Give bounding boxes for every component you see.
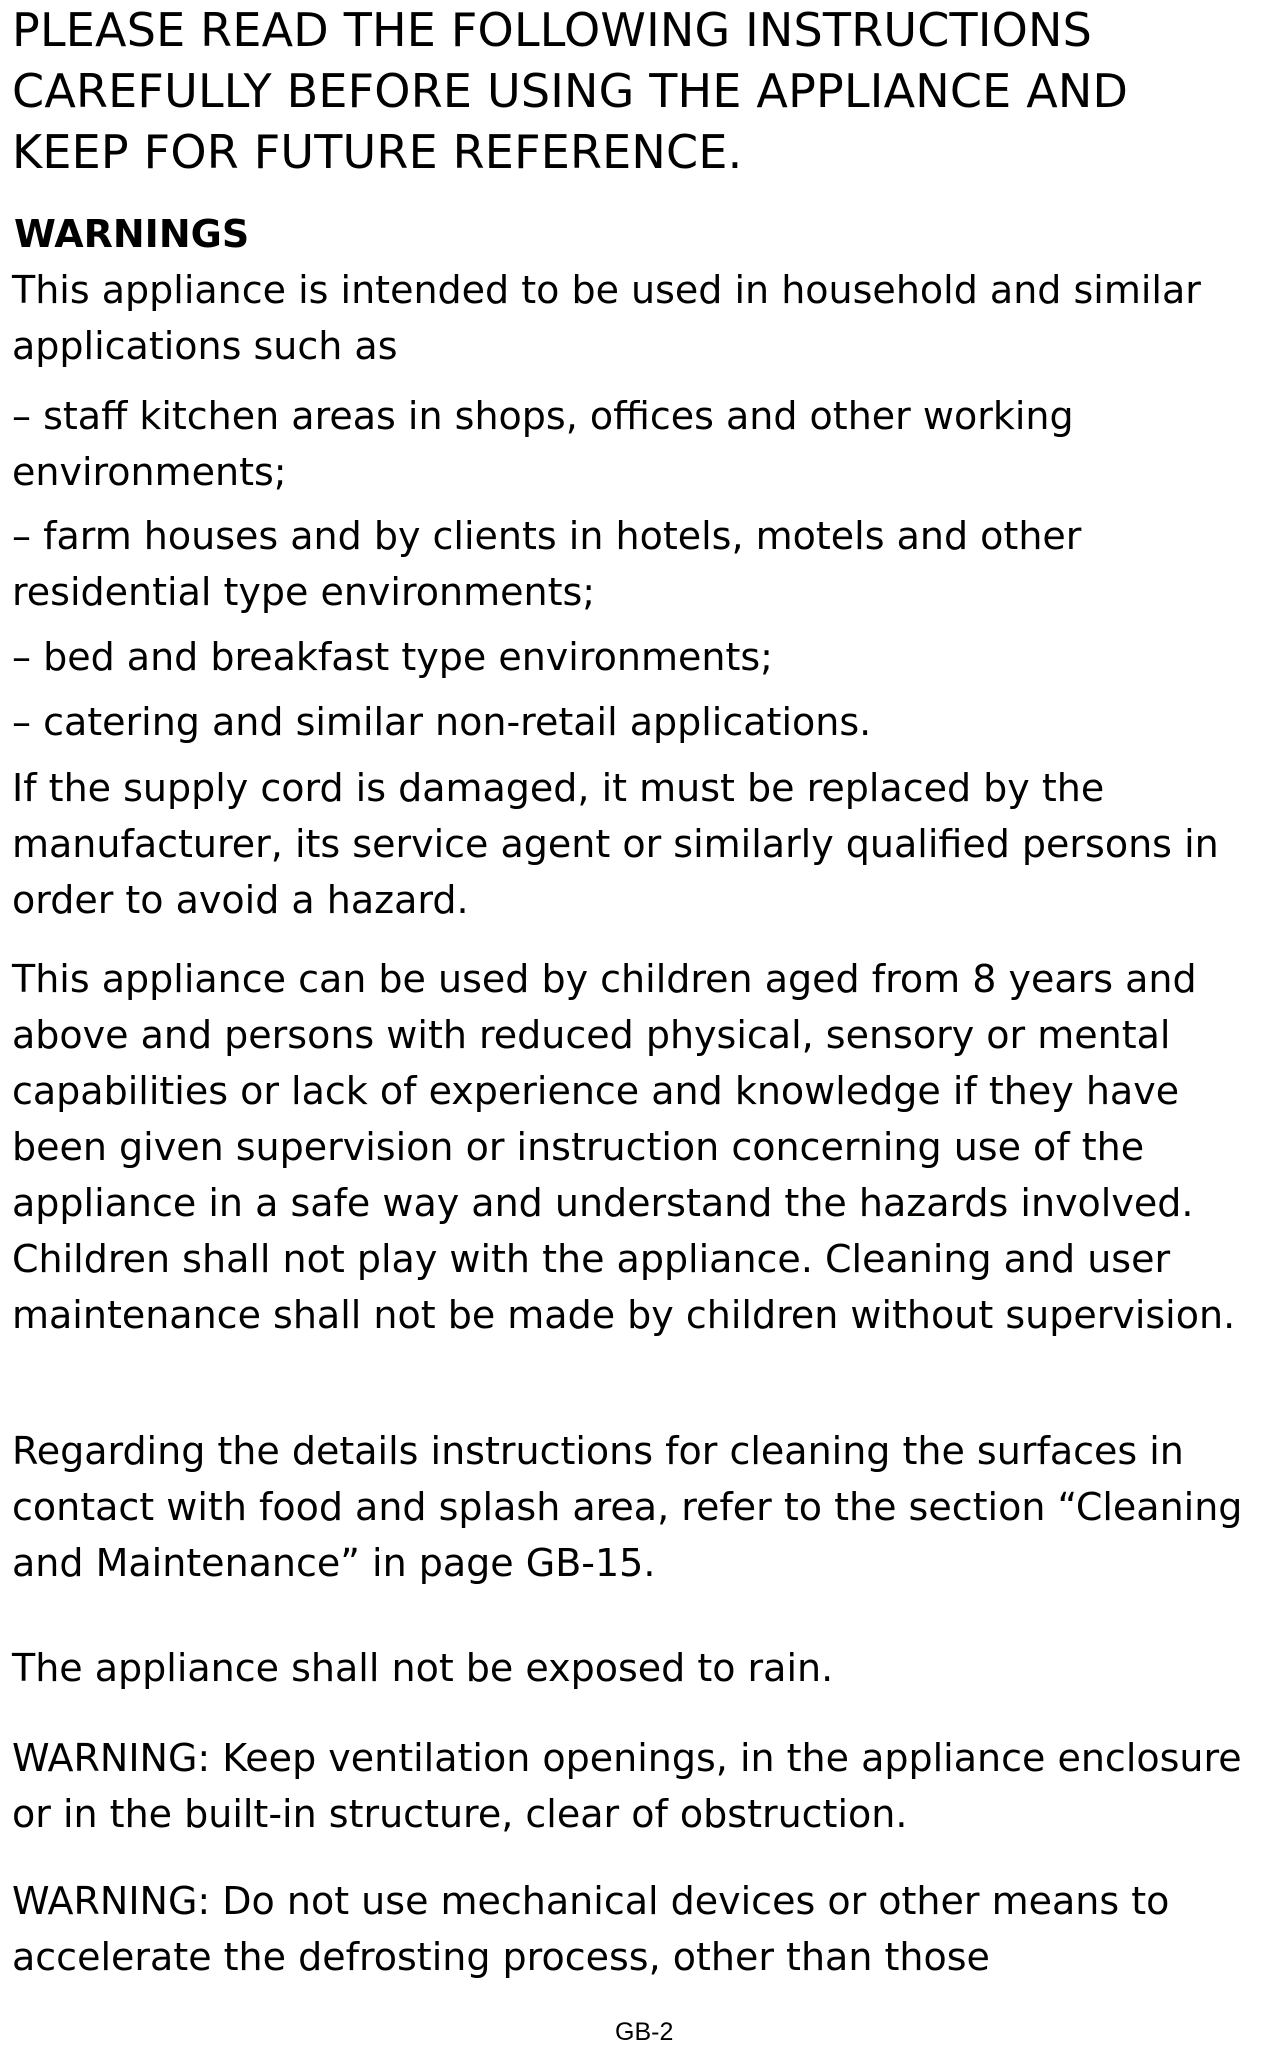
paragraph-intended-use: This appliance is intended to be used in household and similar applications such as	[12, 268, 1201, 368]
intro-instruction: PLEASE READ THE FOLLOWING INSTRUCTIONS CAREFULLY BEFORE USING THE APPLIANCE AND KEEP FOR FUTURE REFERENCE.	[12, 3, 1129, 179]
paragraph-rain-warning: The appliance shall not be exposed to rain.	[12, 1646, 834, 1690]
list-item-catering: – catering and similar non-retail applications.	[12, 700, 872, 744]
paragraph-defrost-warning: WARNING: Do not use mechanical devices or other means to accelerate the defrosting process, other than those	[12, 1879, 1170, 1979]
manual-page	[12, 0, 1257, 1979]
paragraph-ventilation-warning: WARNING: Keep ventilation openings, in the appliance enclosure or in the built-in structure, clear of obstruction.	[12, 1736, 1242, 1836]
paragraph-supply-cord: If the supply cord is damaged, it must be replaced by the manufacturer, its service agent or similarly qualified persons in order to avoid a hazard.	[12, 766, 1219, 922]
list-item-farm-houses: – farm houses and by clients in hotels, motels and other residential type environments;	[12, 514, 1082, 614]
page-number: GB-2	[615, 2018, 674, 2046]
paragraph-children-use: This appliance can be used by children aged from 8 years and above and persons with reduced physical, sensory or mental capabilities or lack of experience and knowledge if they have been given supervision or instruction concerning use of the appliance in a safe way and understand the hazards involved. Children shall not play with the appliance. Cleaning and user maintenance shall not be made by children without supervision.	[12, 957, 1236, 1337]
list-item-staff-kitchen: – staff kitchen areas in shops, offices and other working environments;	[12, 394, 1074, 494]
paragraph-cleaning-reference: Regarding the details instructions for cleaning the surfaces in contact with food and splash area, refer to the section “Cleaning and Maintenance” in page GB-15.	[12, 1429, 1243, 1585]
list-item-bed-breakfast: – bed and breakfast type environments;	[12, 635, 773, 679]
warnings-heading: WARNINGS	[14, 212, 250, 256]
